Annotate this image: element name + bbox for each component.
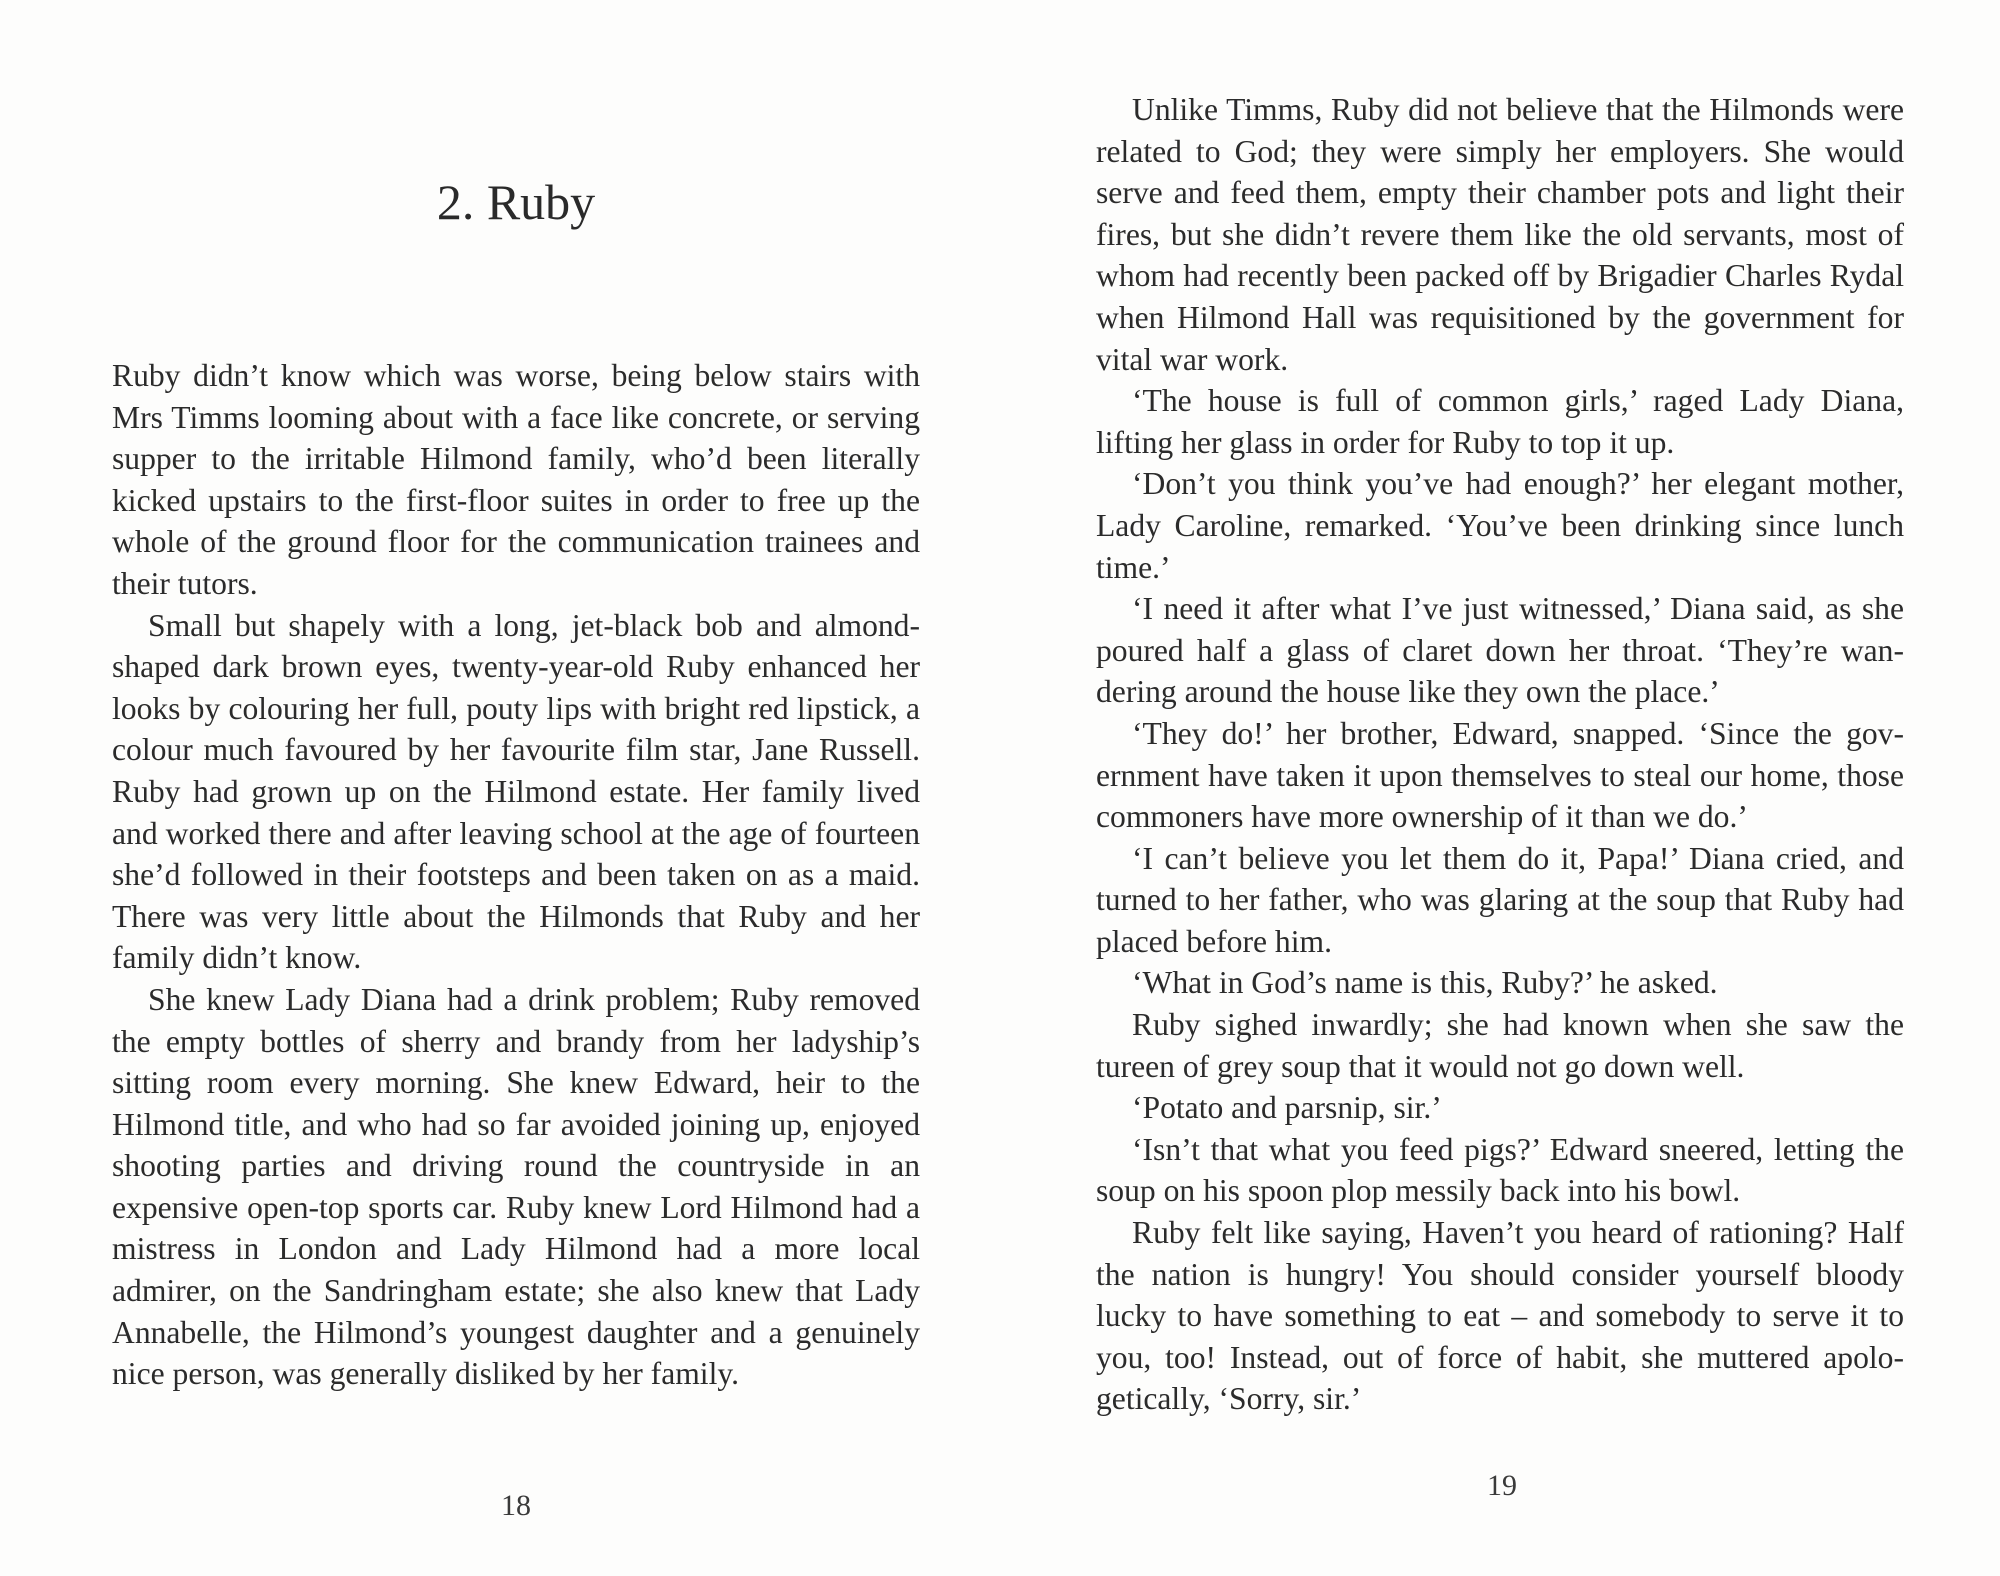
paragraph: ‘Potato and parsnip, sir.’ (1132, 1090, 1442, 1126)
paragraph: ‘The house is full of common girls,’ raged Lady Diana, lifting her glass in order for Ruby to top it up. (1096, 383, 1904, 460)
paragraph: ‘Don’t you think you’ve had enough?’ her elegant mother, Lady Caroline, remarked. ‘You’ve been drinking since lunch time.’ (1096, 466, 1904, 585)
paragraph: ‘I can’t believe you let them do it, Papa!’ Diana cried, and turned to her father, who was glaring at the soup that Ruby had placed before him. (1096, 840, 1904, 959)
page-number: 18 (501, 1489, 531, 1522)
left-page-body (112, 355, 920, 1395)
chapter-title: 2. Ruby (436, 174, 596, 230)
paragraph: Small but shapely with a long, jet-black bob and almond-shaped dark brown eyes, twenty-year-old Ruby enhanced her looks by colouring her full, pouty lips with bright red lipstick, a colour much favoured by her favourite film star, Jane Russell. Ruby had grown up on the Hilmond estate. Her family lived and worked there and after leaving school at the age of fourteen she’d followed in their footsteps and been taken on as a maid. There was very little about the Hilmonds that Ruby and her family didn’t know. (112, 607, 920, 976)
right-page-body (1096, 89, 1904, 1420)
paragraph: ‘They do!’ her brother, Edward, snapped. ‘Since the government have taken it upon themselves to steal our home, those commoners have more ownership of it than we do.’ (1096, 715, 1904, 835)
page-number: 19 (1487, 1469, 1517, 1502)
paragraph: She knew Lady Diana had a drink problem; Ruby removed the empty bottles of sherry and brandy from her ladyship’s sitting room every morning. She knew Edward, heir to the Hilmond title, and who had so far avoided joining up, enjoyed shooting parties and driving round the countryside in an expensive open-top sports car. Ruby knew Lord Hilmond had a mistress in London and Lady Hilmond had a more local admirer, on the Sandringham estate; she also knew that Lady Annabelle, the Hilmond’s youngest daughter and a genuinely nice person, was generally disliked by her family. (112, 981, 920, 1392)
paragraph: Ruby didn’t know which was worse, being below stairs with Mrs Timms looming about with a face like concrete, or serving supper to the irritable Hilmond family, who’d been literally kicked upstairs to the first-floor suites in order to free up the whole of the ground floor for the communication trainees and their tutors. (112, 358, 920, 601)
paragraph: ‘Isn’t that what you feed pigs?’ Edward sneered, letting the soup on his spoon plop messily back into his bowl. (1096, 1131, 1904, 1209)
paragraph: Ruby sighed inwardly; she had known when she saw the tureen of grey soup that it would not go down well. (1096, 1007, 1904, 1084)
paragraph: Ruby felt like saying, Haven’t you heard of rationing? Half the nation is hungry! You should consider yourself bloody lucky to have something to eat – and somebody to serve it to you, too! Instead, out of force of habit, she muttered apologetically, ‘Sorry, sir.’ (1096, 1215, 1904, 1417)
paragraph: ‘I need it after what I’ve just witnessed,’ Diana said, as she poured half a glass of claret down her throat. ‘They’re wandering around the house like they own the place.’ (1096, 591, 1904, 710)
paragraph: Unlike Timms, Ruby did not believe that the Hilmonds were related to God; they were simply her employers. She would serve and feed them, empty their chamber pots and light their fires, but she didn’t revere them like the old servants, most of whom had recently been packed off by Brigadier Charles Rydal when Hilmond Hall was requisitioned by the government for vital war work. (1096, 92, 1904, 377)
right-page (1000, 0, 2000, 1576)
paragraph: ‘What in God’s name is this, Ruby?’ he asked. (1132, 965, 1718, 1001)
